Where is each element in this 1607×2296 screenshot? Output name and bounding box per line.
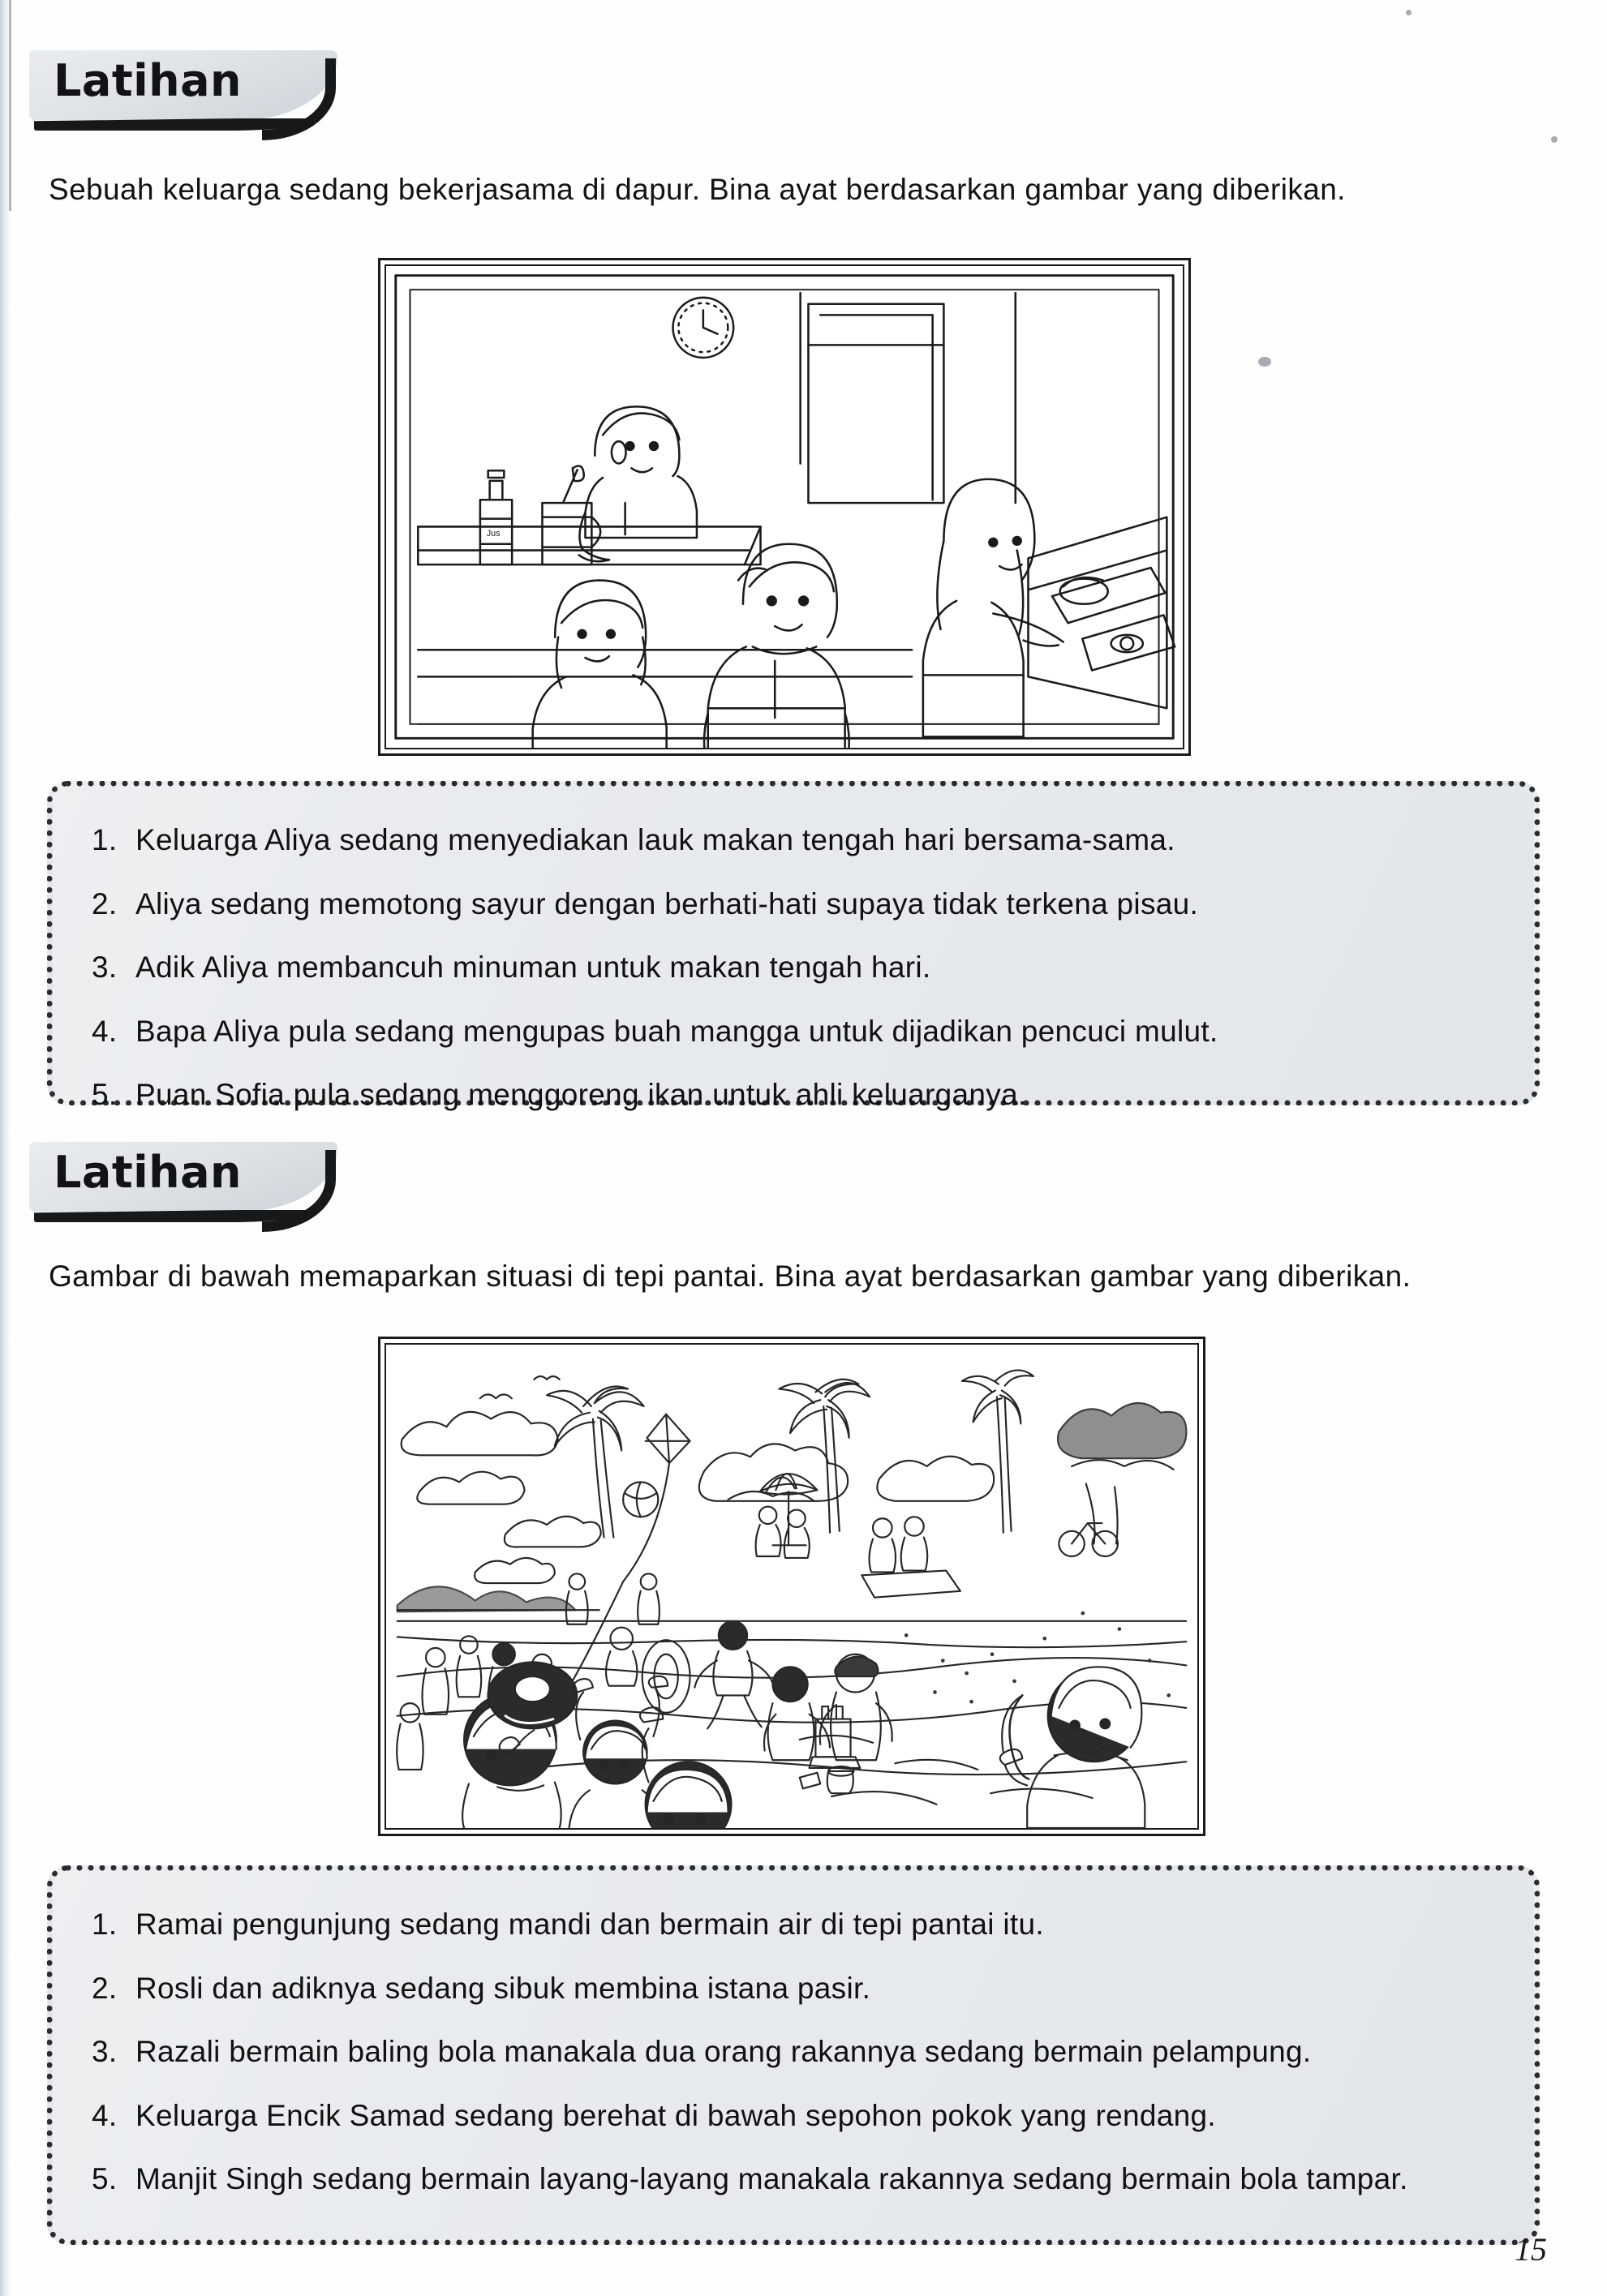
book-binding-line xyxy=(9,0,11,211)
answer-number: 4. xyxy=(92,1014,118,1048)
answer-text: Puan Sofia pula sedang menggoreng ikan untuk ahli keluarganya. xyxy=(135,1078,1027,1112)
latihan-tab-1-label: Latihan xyxy=(54,55,242,106)
instruction-text-1: Sebuah keluarga sedang bekerjasama di dapur. Bina ayat berdasarkan gambar yang diberikan. xyxy=(49,173,1346,206)
latihan-tab-2-label: Latihan xyxy=(54,1147,242,1198)
beach-scene-frame xyxy=(385,1343,1199,1830)
answer-number: 5. xyxy=(92,1078,118,1112)
answer-number: 1. xyxy=(92,823,118,856)
answer-item xyxy=(92,883,1495,926)
book-binding-edge xyxy=(0,0,11,2296)
answer-item xyxy=(92,1011,1495,1054)
kitchen-scene-frame xyxy=(385,264,1184,749)
answer-item xyxy=(92,1074,1495,1117)
answer-item xyxy=(92,1968,1495,2011)
answer-number: 5. xyxy=(92,2162,118,2196)
answer-text: Razali bermain baling bola manakala dua orang rakannya sedang bermain pelampung. xyxy=(135,2035,1312,2069)
kitchen-scene-drawing xyxy=(386,266,1183,748)
svg-text:Jus: Jus xyxy=(486,529,501,539)
answer-item xyxy=(92,2031,1495,2074)
scan-speck xyxy=(1551,136,1558,143)
answer-number: 2. xyxy=(92,1971,118,2005)
latihan-tab-2 xyxy=(29,1142,337,1212)
answer-list-2 xyxy=(92,1903,1495,2201)
scan-speck xyxy=(1258,357,1271,367)
answer-number: 1. xyxy=(92,1908,118,1941)
instruction-text-2: Gambar di bawah memaparkan situasi di tepi pantai. Bina ayat berdasarkan gambar yang diberikan. xyxy=(49,1260,1411,1293)
answer-text: Rosli dan adiknya sedang sibuk membina istana pasir. xyxy=(135,1971,871,2005)
answer-number: 3. xyxy=(92,2035,118,2069)
answer-text: Ramai pengunjung sedang mandi dan bermain air di tepi pantai itu. xyxy=(135,1908,1044,1941)
answer-text: Keluarga Aliya sedang menyediakan lauk makan tengah hari bersama-sama. xyxy=(135,823,1175,856)
answer-box-2 xyxy=(47,1865,1540,2245)
answer-text: Adik Aliya membancuh minuman untuk makan tengah hari. xyxy=(135,951,931,985)
answer-text: Keluarga Encik Samad sedang berehat di bawah sepohon pokok yang rendang. xyxy=(135,2098,1216,2132)
answer-item xyxy=(92,1903,1495,1946)
answer-item xyxy=(92,819,1495,862)
beach-scene-illustration xyxy=(378,1337,1205,1836)
answer-number: 2. xyxy=(92,886,118,921)
answer-text: Manjit Singh sedang bermain layang-layang manakala rakannya sedang bermain bola tampar. xyxy=(135,2162,1408,2196)
scan-speck xyxy=(1406,10,1411,15)
answer-number: 4. xyxy=(92,2098,118,2132)
latihan-tab-1 xyxy=(29,50,337,120)
page-number: 15 xyxy=(1515,2231,1547,2268)
answer-item xyxy=(92,946,1495,989)
answer-text: Aliya sedang memotong sayur dengan berhati-hati supaya tidak terkena pisau. xyxy=(135,886,1199,921)
kitchen-scene-illustration xyxy=(378,258,1191,756)
answer-item xyxy=(92,2158,1495,2201)
answer-item xyxy=(92,2095,1495,2138)
answer-list-1 xyxy=(92,819,1495,1117)
answer-number: 3. xyxy=(92,951,118,985)
beach-scene-drawing xyxy=(386,1345,1197,1828)
answer-text: Bapa Aliya pula sedang mengupas buah mangga untuk dijadikan pencuci mulut. xyxy=(135,1014,1218,1048)
answer-box-1 xyxy=(47,781,1540,1112)
